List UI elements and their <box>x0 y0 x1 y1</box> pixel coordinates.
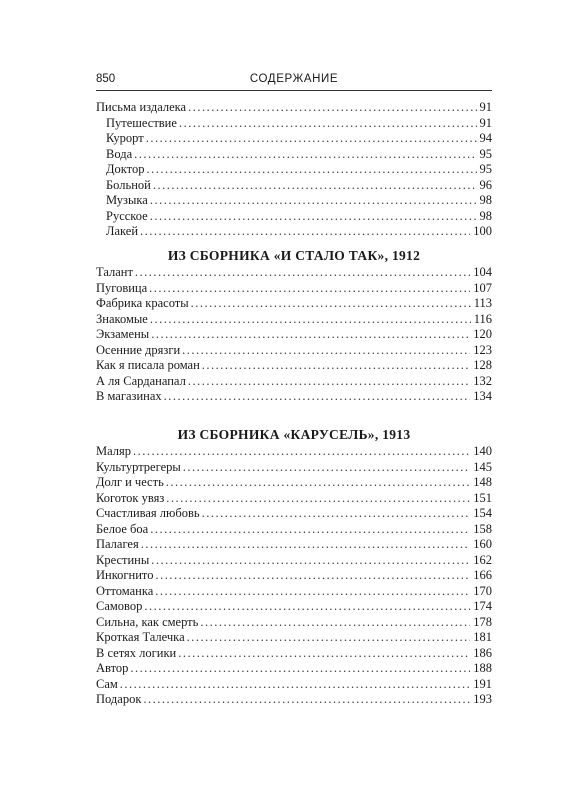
entry-title: Кроткая Талечка <box>96 630 185 644</box>
toc-entry <box>96 692 492 708</box>
entry-title: Автор <box>96 661 129 675</box>
entry-title: Вода <box>106 146 133 161</box>
dot-leader <box>134 147 476 163</box>
entry-page-number: 181 <box>473 630 492 644</box>
entry-page-number: 145 <box>473 459 492 474</box>
entry-title: Курорт <box>106 131 144 145</box>
entry-title: Белое боа <box>96 521 149 536</box>
dot-leader <box>164 389 471 405</box>
dot-leader <box>202 358 470 374</box>
toc-entry <box>96 677 492 693</box>
toc-entry <box>96 568 492 584</box>
entry-page-number: 188 <box>473 661 492 675</box>
entry-title: В магазинах <box>96 389 162 403</box>
toc-entry <box>96 475 492 491</box>
toc-entry <box>96 281 492 297</box>
section-heading: ИЗ СБОРНИКА «И СТАЛО ТАК», 1912 <box>167 248 421 263</box>
running-header <box>96 70 492 90</box>
toc-entry <box>96 265 492 281</box>
dot-leader <box>202 506 471 522</box>
toc-entry <box>96 661 492 677</box>
toc-entry <box>96 630 492 646</box>
dot-leader <box>120 677 470 693</box>
entry-title: Пуговица <box>96 280 148 295</box>
toc-entry <box>96 584 492 600</box>
entry-title: Самовор <box>96 599 143 613</box>
toc-section-i-stalo-tak <box>96 265 492 405</box>
entry-title: Сам <box>96 676 118 691</box>
entry-title: Как я писала роман <box>96 358 200 372</box>
entry-title: Талант <box>96 265 133 279</box>
dot-leader <box>133 444 470 460</box>
toc-entry <box>96 131 492 147</box>
entry-page-number: 91 <box>479 100 492 114</box>
entry-page-number: 100 <box>473 224 492 238</box>
dot-leader <box>155 584 470 600</box>
entry-page-number: 116 <box>473 311 492 326</box>
toc-entry <box>96 374 492 390</box>
running-title: СОДЕРЖАНИЕ <box>249 73 339 85</box>
toc-entry <box>96 147 492 163</box>
toc-entry <box>96 522 492 538</box>
dot-leader <box>151 553 470 569</box>
toc-section-letters <box>96 100 492 240</box>
entry-title: Путешествие <box>106 115 177 130</box>
entry-page-number: 154 <box>473 506 492 520</box>
dot-leader <box>187 630 471 646</box>
dot-leader <box>149 281 470 297</box>
dot-leader <box>166 491 470 507</box>
dot-leader <box>150 312 471 328</box>
entry-title: Осенние дрязги <box>96 342 181 357</box>
toc-entry <box>96 389 492 405</box>
toc-entry <box>96 615 492 631</box>
entry-title: Фабрика красоты <box>96 296 189 310</box>
entry-page-number: 98 <box>479 208 492 223</box>
toc-entry <box>96 537 492 553</box>
entry-page-number: 140 <box>473 444 492 458</box>
entry-title: Оттоманка <box>96 583 154 598</box>
entry-page-number: 158 <box>473 521 492 536</box>
entry-title: Сильна, как смерть <box>96 614 199 629</box>
dot-leader <box>141 537 471 553</box>
toc-entry <box>96 491 492 507</box>
entry-page-number: 160 <box>473 537 492 551</box>
toc-section-karusel <box>96 444 492 708</box>
entry-title: Счастливая любовь <box>96 506 200 520</box>
dot-leader <box>130 661 470 677</box>
entry-title: Палагея <box>96 537 139 551</box>
entry-page-number: 174 <box>473 599 492 613</box>
entry-page-number: 107 <box>473 280 492 295</box>
dot-leader <box>135 265 470 281</box>
toc-entry <box>96 553 492 569</box>
dot-leader <box>166 475 470 491</box>
entry-title: Больной <box>106 177 151 192</box>
entry-title: В сетях логики <box>96 645 177 660</box>
dot-leader <box>151 327 470 343</box>
toc-entry <box>96 209 492 225</box>
toc-entry <box>96 444 492 460</box>
dot-leader <box>150 193 477 209</box>
entry-page-number: 151 <box>473 490 492 505</box>
entry-page-number: 132 <box>473 373 492 388</box>
entry-page-number: 95 <box>479 146 492 161</box>
toc-entry <box>96 296 492 312</box>
dot-leader <box>178 646 470 662</box>
dot-leader <box>146 162 476 178</box>
toc-entry <box>96 193 492 209</box>
entry-title: Письма издалека <box>96 100 187 114</box>
entry-page-number: 94 <box>479 131 492 145</box>
dot-leader <box>155 568 470 584</box>
entry-page-number: 162 <box>473 552 492 567</box>
entry-page-number: 148 <box>473 475 492 489</box>
entry-title: Коготок увяз <box>96 490 165 505</box>
entry-title: Долг и честь <box>96 475 164 489</box>
toc-entry <box>96 224 492 240</box>
toc-entry <box>96 312 492 328</box>
entry-page-number: 178 <box>473 614 492 629</box>
entry-title: Музыка <box>106 193 148 207</box>
entry-title: Крестины <box>96 552 150 567</box>
toc-entry <box>96 599 492 615</box>
dot-leader <box>146 131 477 147</box>
dot-leader <box>200 615 470 631</box>
toc-entry <box>96 116 492 132</box>
dot-leader <box>143 692 470 708</box>
toc-entry <box>96 162 492 178</box>
entry-page-number: 96 <box>479 177 492 192</box>
entry-title: Маляр <box>96 444 132 458</box>
entry-page-number: 134 <box>473 389 492 403</box>
entry-page-number: 120 <box>473 327 492 341</box>
page-number: 850 <box>96 73 116 85</box>
entry-title: Русское <box>106 208 148 223</box>
toc-entry <box>96 343 492 359</box>
entry-title: А ля Сарданапал <box>96 373 186 388</box>
dot-leader <box>179 116 477 132</box>
dot-leader <box>188 100 476 116</box>
entry-page-number: 128 <box>473 358 492 372</box>
toc-entry <box>96 506 492 522</box>
entry-page-number: 91 <box>479 115 492 130</box>
entry-page-number: 193 <box>473 692 492 706</box>
entry-page-number: 123 <box>473 342 492 357</box>
entry-title: Инкогнито <box>96 568 154 582</box>
dot-leader <box>191 296 471 312</box>
entry-page-number: 98 <box>479 193 492 207</box>
entry-page-number: 191 <box>473 676 492 691</box>
dot-leader <box>150 522 470 538</box>
header-rule <box>96 90 492 91</box>
entry-page-number: 170 <box>473 583 492 598</box>
toc-entry <box>96 100 492 116</box>
entry-title: Подарок <box>96 692 142 706</box>
entry-page-number: 104 <box>473 265 492 279</box>
entry-page-number: 166 <box>473 568 492 582</box>
dot-leader <box>144 599 470 615</box>
section-heading: ИЗ СБОРНИКА «КАРУСЕЛЬ», 1913 <box>177 427 411 442</box>
entry-title: Культуртрегеры <box>96 459 181 474</box>
toc-entry <box>96 178 492 194</box>
dot-leader <box>150 209 477 225</box>
entry-title: Доктор <box>106 162 145 176</box>
toc-entry <box>96 327 492 343</box>
entry-page-number: 186 <box>473 645 492 660</box>
entry-page-number: 95 <box>479 162 492 176</box>
toc-entry <box>96 460 492 476</box>
entry-page-number: 113 <box>473 296 492 310</box>
toc-entry <box>96 358 492 374</box>
entry-title: Лакей <box>106 224 139 238</box>
toc-entry <box>96 646 492 662</box>
dot-leader <box>140 224 470 240</box>
entry-title: Экзамены <box>96 327 150 341</box>
dot-leader <box>183 460 470 476</box>
dot-leader <box>182 343 470 359</box>
dot-leader <box>153 178 477 194</box>
dot-leader <box>188 374 470 390</box>
entry-title: Знакомые <box>96 311 148 326</box>
